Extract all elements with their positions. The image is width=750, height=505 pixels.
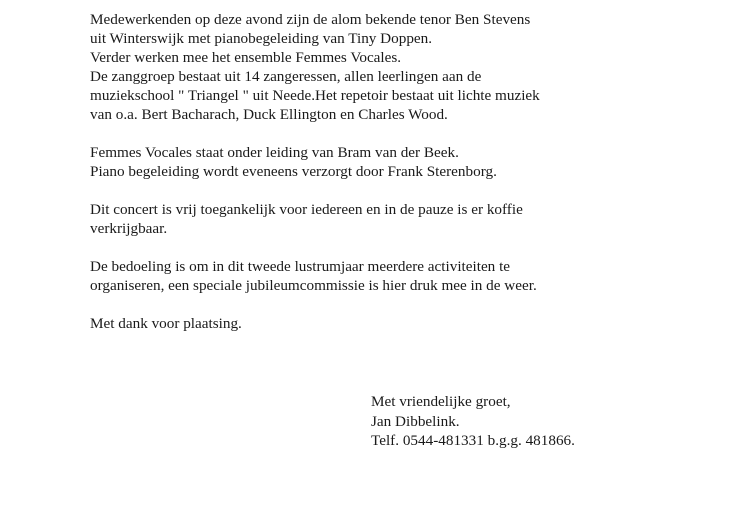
text-line: muziekschool " Triangel " uit Neede.Het repetoir bestaat uit lichte muziek — [90, 87, 540, 104]
paragraph-thanks — [90, 314, 730, 333]
text-line: Met dank voor plaatsing. — [90, 315, 242, 332]
paragraph-intent — [90, 257, 730, 295]
paragraph-performers — [90, 10, 730, 124]
text-line: Medewerkenden op deze avond zijn de alom bekende tenor Ben Stevens — [90, 11, 531, 28]
signature-name: Jan Dibbelink. — [371, 412, 460, 430]
paragraph-leadership — [90, 143, 730, 181]
letter-body — [90, 10, 730, 352]
text-line: Dit concert is vrij toegankelijk voor iedereen en in de pauze is er koffie — [90, 201, 523, 218]
letter-closing — [371, 392, 575, 451]
text-line: Femmes Vocales staat onder leiding van Bram van der Beek. — [90, 144, 459, 161]
text-line: Verder werken mee het ensemble Femmes Vocales. — [90, 49, 402, 66]
text-line: van o.a. Bert Bacharach, Duck Ellington en Charles Wood. — [90, 106, 448, 123]
text-line: verkrijgbaar. — [90, 220, 168, 237]
paragraph-admission — [90, 200, 730, 238]
contact-phone: Telf. 0544-481331 b.g.g. 481866. — [371, 432, 575, 449]
text-line: De zanggroep bestaat uit 14 zangeressen, allen leerlingen aan de — [90, 68, 482, 85]
text-line: organiseren, een speciale jubileumcommissie is hier druk mee in de weer. — [90, 277, 537, 294]
text-line: Piano begeleiding wordt eveneens verzorgt door Frank Sterenborg. — [90, 163, 497, 180]
text-line: uit Winterswijk met pianobegeleiding van Tiny Doppen. — [90, 30, 433, 47]
text-line: De bedoeling is om in dit tweede lustrumjaar meerdere activiteiten te — [90, 258, 511, 275]
closing-greeting: Met vriendelijke groet, — [371, 393, 511, 410]
